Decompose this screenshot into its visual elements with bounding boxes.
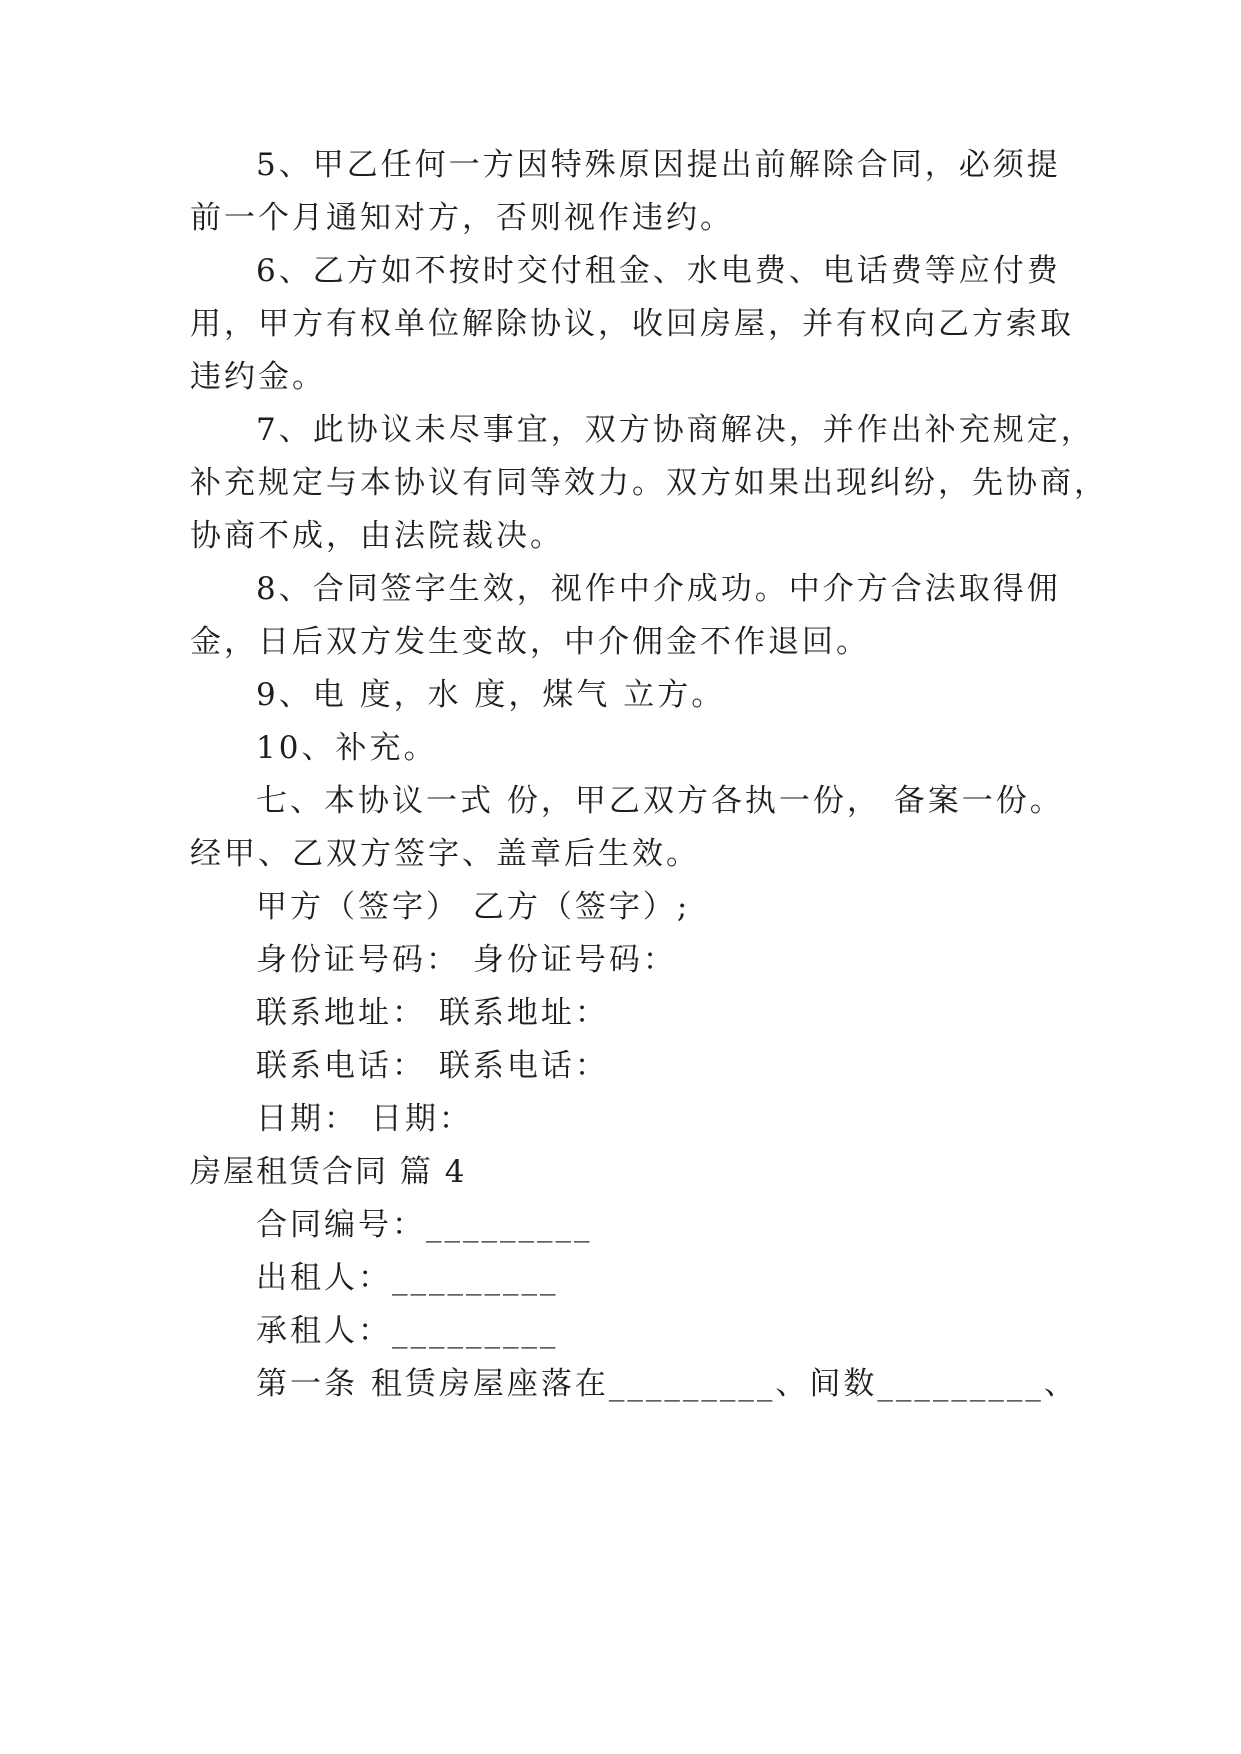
id-number-line: 身份证号码： 身份证号码： [256,942,677,978]
article-1-line: 第一条 租赁房屋座落在_________、间数_________、 [256,1366,1078,1402]
lessor-line: 出租人：_________ [256,1260,559,1296]
section-7-line-2: 经甲、乙双方签字、盖章后生效。 [190,836,700,872]
contract-number-line: 合同编号：_________ [256,1207,593,1243]
section-7-line-1: 七、本协议一式 份，甲乙双方各执一份， 备案一份。 [256,783,1064,819]
clause-7-line-1: 7、此协议未尽事宜，双方协商解决，并作出补充规定， [256,412,1095,448]
clause-9-line: 9、电 度，水 度，煤气 立方。 [256,677,726,713]
clause-8-line-1: 8、合同签字生效，视作中介成功。中介方合法取得佣 [256,571,1061,607]
date-line: 日期： 日期： [256,1101,473,1137]
address-line: 联系地址： 联系地址： [256,995,609,1031]
signature-line: 甲方（签字） 乙方（签字）; [256,889,691,925]
clause-7-line-2: 补充规定与本协议有同等效力。双方如果出现纠纷，先协商， [190,465,1108,501]
clause-6-line-2: 用，甲方有权单位解除协议，收回房屋，并有权向乙方索取 [190,306,1074,342]
clause-5-line-1: 5、甲乙任何一方因特殊原因提出前解除合同，必须提 [256,147,1061,183]
phone-line: 联系电话： 联系电话： [256,1048,609,1084]
lessee-line: 承租人：_________ [256,1313,559,1349]
clause-10-line: 10、补充。 [256,730,438,766]
clause-7-line-3: 协商不成，由法院裁决。 [190,518,564,554]
clause-6-line-3: 违约金。 [190,359,326,395]
clause-6-line-1: 6、乙方如不按时交付租金、水电费、电话费等应付费 [256,253,1061,289]
clause-5-line-2: 前一个月通知对方，否则视作违约。 [190,200,734,236]
clause-8-line-2: 金，日后双方发生变故，中介佣金不作退回。 [190,624,870,660]
contract-title: 房屋租赁合同 篇 4 [190,1154,467,1190]
